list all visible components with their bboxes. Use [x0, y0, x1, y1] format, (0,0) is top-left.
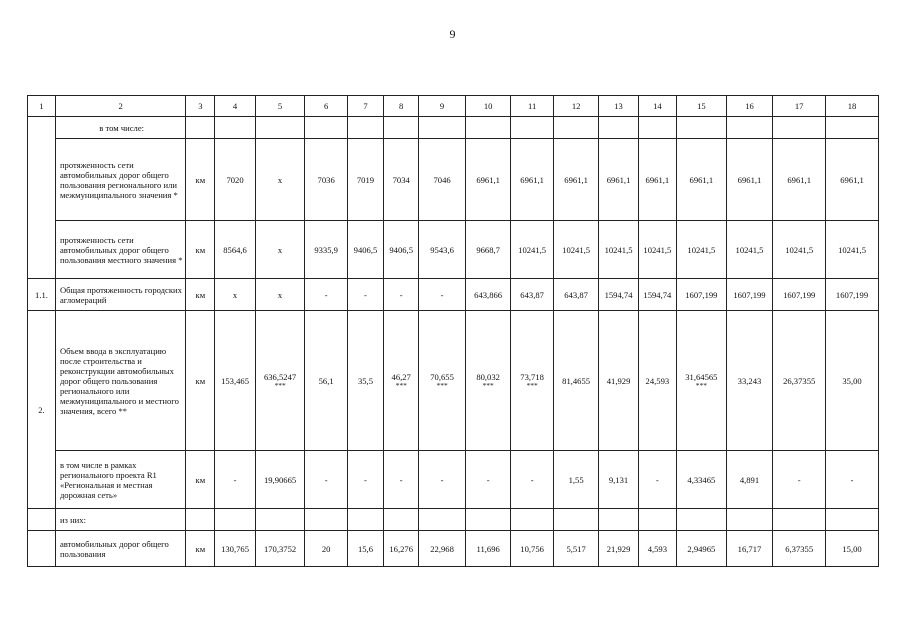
unit-cell: км [186, 221, 215, 279]
value-text: 6961,1 [689, 174, 714, 185]
value-text: 10,756 [520, 543, 544, 554]
value-text: 20 [321, 543, 331, 554]
value-cell [419, 117, 466, 139]
value-cell [677, 311, 727, 451]
column-header: 3 [186, 96, 215, 117]
value-cell [553, 279, 599, 311]
value-text: 33,243 [737, 375, 762, 386]
row-name-cell: в том числе в рамках регионального проекта R1 «Региональная и местная дорожная сеть» [55, 451, 185, 509]
column-header: 8 [384, 96, 419, 117]
row-name-cell: Объем ввода в эксплуатацию после строительства и реконструкции автомобильных дорог общего пользования регионального или межмуниципального и местного значения, всего ** [55, 311, 185, 451]
value-text: 9,131 [608, 474, 629, 485]
value-text: 56,1 [318, 375, 334, 386]
value-cell [305, 311, 347, 451]
unit-cell: км [186, 451, 215, 509]
value-cell [677, 279, 727, 311]
value-text: 46,27 [391, 371, 411, 382]
value-text: 10241,5 [838, 244, 866, 255]
table-row [28, 451, 879, 509]
value-text: - [233, 474, 237, 485]
value-cell [465, 279, 511, 311]
value-cell [384, 279, 419, 311]
table-row [28, 139, 879, 221]
value-cell [826, 279, 879, 311]
value-text: 15,00 [842, 543, 862, 554]
value-text: 7046 [433, 174, 451, 185]
footnote-mark: *** [695, 380, 707, 390]
footnote-mark: *** [395, 380, 407, 390]
value-cell [384, 531, 419, 567]
footnote-mark: *** [274, 380, 286, 390]
value-cell [773, 509, 826, 531]
value-cell [677, 509, 727, 531]
row-id-cell [28, 531, 56, 567]
column-header: 9 [419, 96, 466, 117]
value-cell [215, 139, 255, 221]
value-cell [305, 279, 347, 311]
value-text: - [486, 474, 490, 485]
value-cell [215, 279, 255, 311]
value-cell [215, 531, 255, 567]
table-row [28, 117, 879, 139]
column-header: 18 [826, 96, 879, 117]
value-text: 1607,199 [835, 289, 869, 300]
value-text: 1607,199 [685, 289, 718, 300]
value-cell [255, 509, 305, 531]
value-text: 9406,5 [389, 244, 413, 255]
value-cell [347, 139, 383, 221]
value-cell [465, 117, 511, 139]
column-header: 16 [726, 96, 773, 117]
column-header: 6 [305, 96, 347, 117]
value-cell [419, 509, 466, 531]
value-text: 10241,5 [562, 244, 591, 255]
unit-cell: км [186, 311, 215, 451]
value-cell [255, 531, 305, 567]
value-cell [465, 509, 511, 531]
value-cell [726, 279, 773, 311]
unit-cell: км [186, 139, 215, 221]
value-cell [553, 139, 599, 221]
value-cell [419, 311, 466, 451]
value-text: - [797, 474, 801, 485]
unit-cell [186, 117, 215, 139]
value-cell [511, 221, 553, 279]
value-cell [599, 279, 638, 311]
value-cell [511, 139, 553, 221]
value-cell [465, 221, 511, 279]
value-cell [215, 451, 255, 509]
value-cell [384, 221, 419, 279]
column-header: 1 [28, 96, 56, 117]
value-text: х [277, 244, 283, 255]
value-cell [419, 279, 466, 311]
value-text: х [232, 289, 238, 300]
value-text: 1,55 [568, 474, 584, 485]
value-cell [599, 117, 638, 139]
value-text: 19,90665 [263, 474, 297, 485]
row-name-cell: протяженность сети автомобильных дорог общего пользования регионального или межмуниципального значения * [55, 139, 185, 221]
value-text: 9406,5 [353, 244, 378, 255]
value-cell [347, 279, 383, 311]
value-cell [305, 531, 347, 567]
value-text: 636,5247 [263, 371, 297, 382]
value-text: 643,87 [564, 289, 588, 300]
value-text: - [530, 474, 534, 485]
value-cell [677, 451, 727, 509]
footnote-mark: *** [526, 380, 538, 390]
value-text: 8564,6 [223, 244, 247, 255]
value-cell [773, 279, 826, 311]
value-cell [384, 311, 419, 451]
value-cell [638, 531, 676, 567]
value-text: 81,4655 [562, 375, 591, 386]
value-cell [826, 117, 879, 139]
value-text: 10241,5 [687, 244, 716, 255]
value-text: 6961,1 [645, 174, 670, 185]
value-cell [384, 117, 419, 139]
table-row [28, 279, 879, 311]
value-cell [255, 451, 305, 509]
value-cell [215, 221, 255, 279]
value-cell [826, 311, 879, 451]
value-cell [215, 117, 255, 139]
value-text: 16,717 [737, 543, 762, 554]
value-text: 10241,5 [604, 244, 633, 255]
value-text: 80,032 [476, 371, 500, 382]
value-cell [465, 139, 511, 221]
value-cell [826, 451, 879, 509]
value-text: х [277, 289, 283, 300]
value-text: 2,94965 [687, 543, 716, 554]
value-cell [347, 117, 383, 139]
unit-cell [186, 509, 215, 531]
value-cell [384, 139, 419, 221]
value-cell [511, 117, 553, 139]
column-header: 11 [511, 96, 553, 117]
value-text: 6961,1 [737, 174, 762, 185]
row-name-cell: в том числе: [55, 117, 185, 139]
value-cell [215, 509, 255, 531]
value-cell [599, 311, 638, 451]
value-text: 1594,74 [604, 289, 633, 300]
value-cell [677, 139, 727, 221]
value-cell [347, 311, 383, 451]
column-header: 5 [255, 96, 305, 117]
table-row [28, 221, 879, 279]
value-text: 41,929 [606, 375, 631, 386]
value-cell [599, 509, 638, 531]
value-cell [599, 139, 638, 221]
value-text: 643,87 [520, 289, 544, 300]
value-text: 16,276 [389, 543, 413, 554]
value-cell [305, 451, 347, 509]
value-cell [465, 311, 511, 451]
column-header: 10 [465, 96, 511, 117]
value-cell [773, 451, 826, 509]
value-cell [599, 531, 638, 567]
value-cell [726, 139, 773, 221]
row-id-cell [28, 117, 56, 279]
value-cell [638, 311, 676, 451]
value-text: 10241,5 [643, 244, 672, 255]
value-text: - [850, 474, 854, 485]
column-header: 12 [553, 96, 599, 117]
data-table [27, 95, 879, 567]
value-text: 170,3752 [263, 543, 297, 554]
column-header: 2 [55, 96, 185, 117]
value-cell [677, 117, 727, 139]
value-cell [773, 311, 826, 451]
value-cell [826, 531, 879, 567]
value-text: 5,517 [566, 543, 586, 554]
column-header: 15 [677, 96, 727, 117]
value-cell [419, 531, 466, 567]
value-text: 7034 [392, 174, 410, 185]
value-cell [511, 531, 553, 567]
header-row [28, 96, 879, 117]
value-text: 26,37355 [783, 375, 816, 386]
value-text: 6,37355 [785, 543, 814, 554]
value-cell [255, 279, 305, 311]
value-cell [553, 221, 599, 279]
value-text: 1607,199 [733, 289, 766, 300]
value-text: х [277, 174, 283, 185]
value-text: - [324, 289, 328, 300]
value-cell [384, 451, 419, 509]
value-cell [465, 451, 511, 509]
value-text: 10241,5 [785, 244, 814, 255]
value-cell [726, 509, 773, 531]
value-text: 31,64565 [685, 371, 718, 382]
value-cell [419, 221, 466, 279]
value-text: 35,5 [357, 375, 373, 386]
value-cell [255, 221, 305, 279]
value-cell [465, 531, 511, 567]
unit-cell: км [186, 531, 215, 567]
column-header: 14 [638, 96, 676, 117]
value-cell [215, 311, 255, 451]
value-cell [511, 311, 553, 451]
value-cell [511, 279, 553, 311]
value-cell [553, 509, 599, 531]
value-text: 6961,1 [564, 174, 588, 185]
row-id-cell: 2. [28, 311, 56, 509]
value-cell [553, 117, 599, 139]
value-text: 1594,74 [643, 289, 672, 300]
table-row [28, 509, 879, 531]
value-cell [638, 221, 676, 279]
value-text: 15,6 [357, 543, 373, 554]
value-cell [255, 117, 305, 139]
value-text: - [440, 474, 444, 485]
row-name-cell: из них: [55, 509, 185, 531]
value-cell [305, 117, 347, 139]
value-text: 70,655 [430, 371, 454, 382]
value-cell [599, 221, 638, 279]
row-name-cell: протяженность сети автомобильных дорог общего пользования местного значения * [55, 221, 185, 279]
value-text: 643,866 [474, 289, 503, 300]
value-cell [305, 139, 347, 221]
value-text: 6961,1 [520, 174, 544, 185]
value-cell [773, 531, 826, 567]
value-text: - [399, 474, 403, 485]
column-header: 17 [773, 96, 826, 117]
row-id-cell [28, 509, 56, 531]
value-text: 9543,6 [430, 244, 454, 255]
value-cell [553, 311, 599, 451]
value-cell [638, 139, 676, 221]
value-text: 6961,1 [476, 174, 500, 185]
value-cell [347, 509, 383, 531]
value-text: 4,891 [739, 474, 760, 485]
value-text: 6961,1 [787, 174, 811, 185]
column-header: 13 [599, 96, 638, 117]
value-cell [638, 279, 676, 311]
value-cell [677, 221, 727, 279]
value-text: 9668,7 [476, 244, 500, 255]
value-cell [384, 509, 419, 531]
value-text: 22,968 [430, 543, 454, 554]
value-cell [773, 117, 826, 139]
value-cell [726, 451, 773, 509]
value-cell [255, 139, 305, 221]
footnote-mark: *** [482, 380, 494, 390]
value-cell [599, 451, 638, 509]
page-number: 9 [449, 27, 456, 41]
row-id-cell: 1.1. [28, 279, 56, 311]
value-text: - [440, 289, 444, 300]
value-cell [826, 509, 879, 531]
value-text: 6961,1 [840, 174, 864, 185]
value-cell [726, 311, 773, 451]
value-text: 21,929 [606, 543, 631, 554]
value-cell [726, 221, 773, 279]
value-text: 10241,5 [735, 244, 764, 255]
value-cell [305, 221, 347, 279]
footnote-mark: *** [436, 380, 448, 390]
value-cell [726, 531, 773, 567]
value-text: - [364, 474, 367, 485]
value-text: 24,593 [645, 375, 670, 386]
value-cell [726, 117, 773, 139]
value-cell [638, 117, 676, 139]
value-text: 7019 [356, 174, 375, 185]
value-cell [347, 451, 383, 509]
value-cell [347, 221, 383, 279]
value-text: 9335,9 [314, 244, 338, 255]
value-cell [511, 509, 553, 531]
value-text: 10241,5 [518, 244, 547, 255]
row-name-cell: автомобильных дорог общего пользования [55, 531, 185, 567]
value-text: 153,465 [221, 375, 250, 386]
value-text: 73,718 [520, 371, 544, 382]
value-cell [511, 451, 553, 509]
value-text: 6961,1 [606, 174, 631, 185]
value-text: 4,593 [647, 543, 668, 554]
value-text: - [655, 474, 659, 485]
value-cell [553, 451, 599, 509]
value-text: - [364, 289, 367, 300]
value-text: 7020 [226, 174, 244, 185]
table-row [28, 311, 879, 451]
value-text: 11,696 [476, 543, 500, 554]
value-text: 35,00 [842, 375, 862, 386]
column-header: 7 [347, 96, 383, 117]
value-cell [826, 139, 879, 221]
value-text: 4,33465 [687, 474, 716, 485]
value-text: 130,765 [221, 543, 250, 554]
value-cell [677, 531, 727, 567]
value-cell [305, 509, 347, 531]
value-cell [347, 531, 383, 567]
value-cell [553, 531, 599, 567]
value-cell [826, 221, 879, 279]
value-cell [419, 139, 466, 221]
value-text: - [324, 474, 328, 485]
value-cell [638, 509, 676, 531]
value-text: - [399, 289, 403, 300]
value-cell [773, 139, 826, 221]
column-header: 4 [215, 96, 255, 117]
row-name-cell: Общая протяженность городских агломераций [55, 279, 185, 311]
value-text: 7036 [317, 174, 335, 185]
value-cell [638, 451, 676, 509]
unit-cell: км [186, 279, 215, 311]
value-text: 1607,199 [783, 289, 816, 300]
value-cell [419, 451, 466, 509]
table-row [28, 531, 879, 567]
value-cell [255, 311, 305, 451]
value-cell [773, 221, 826, 279]
